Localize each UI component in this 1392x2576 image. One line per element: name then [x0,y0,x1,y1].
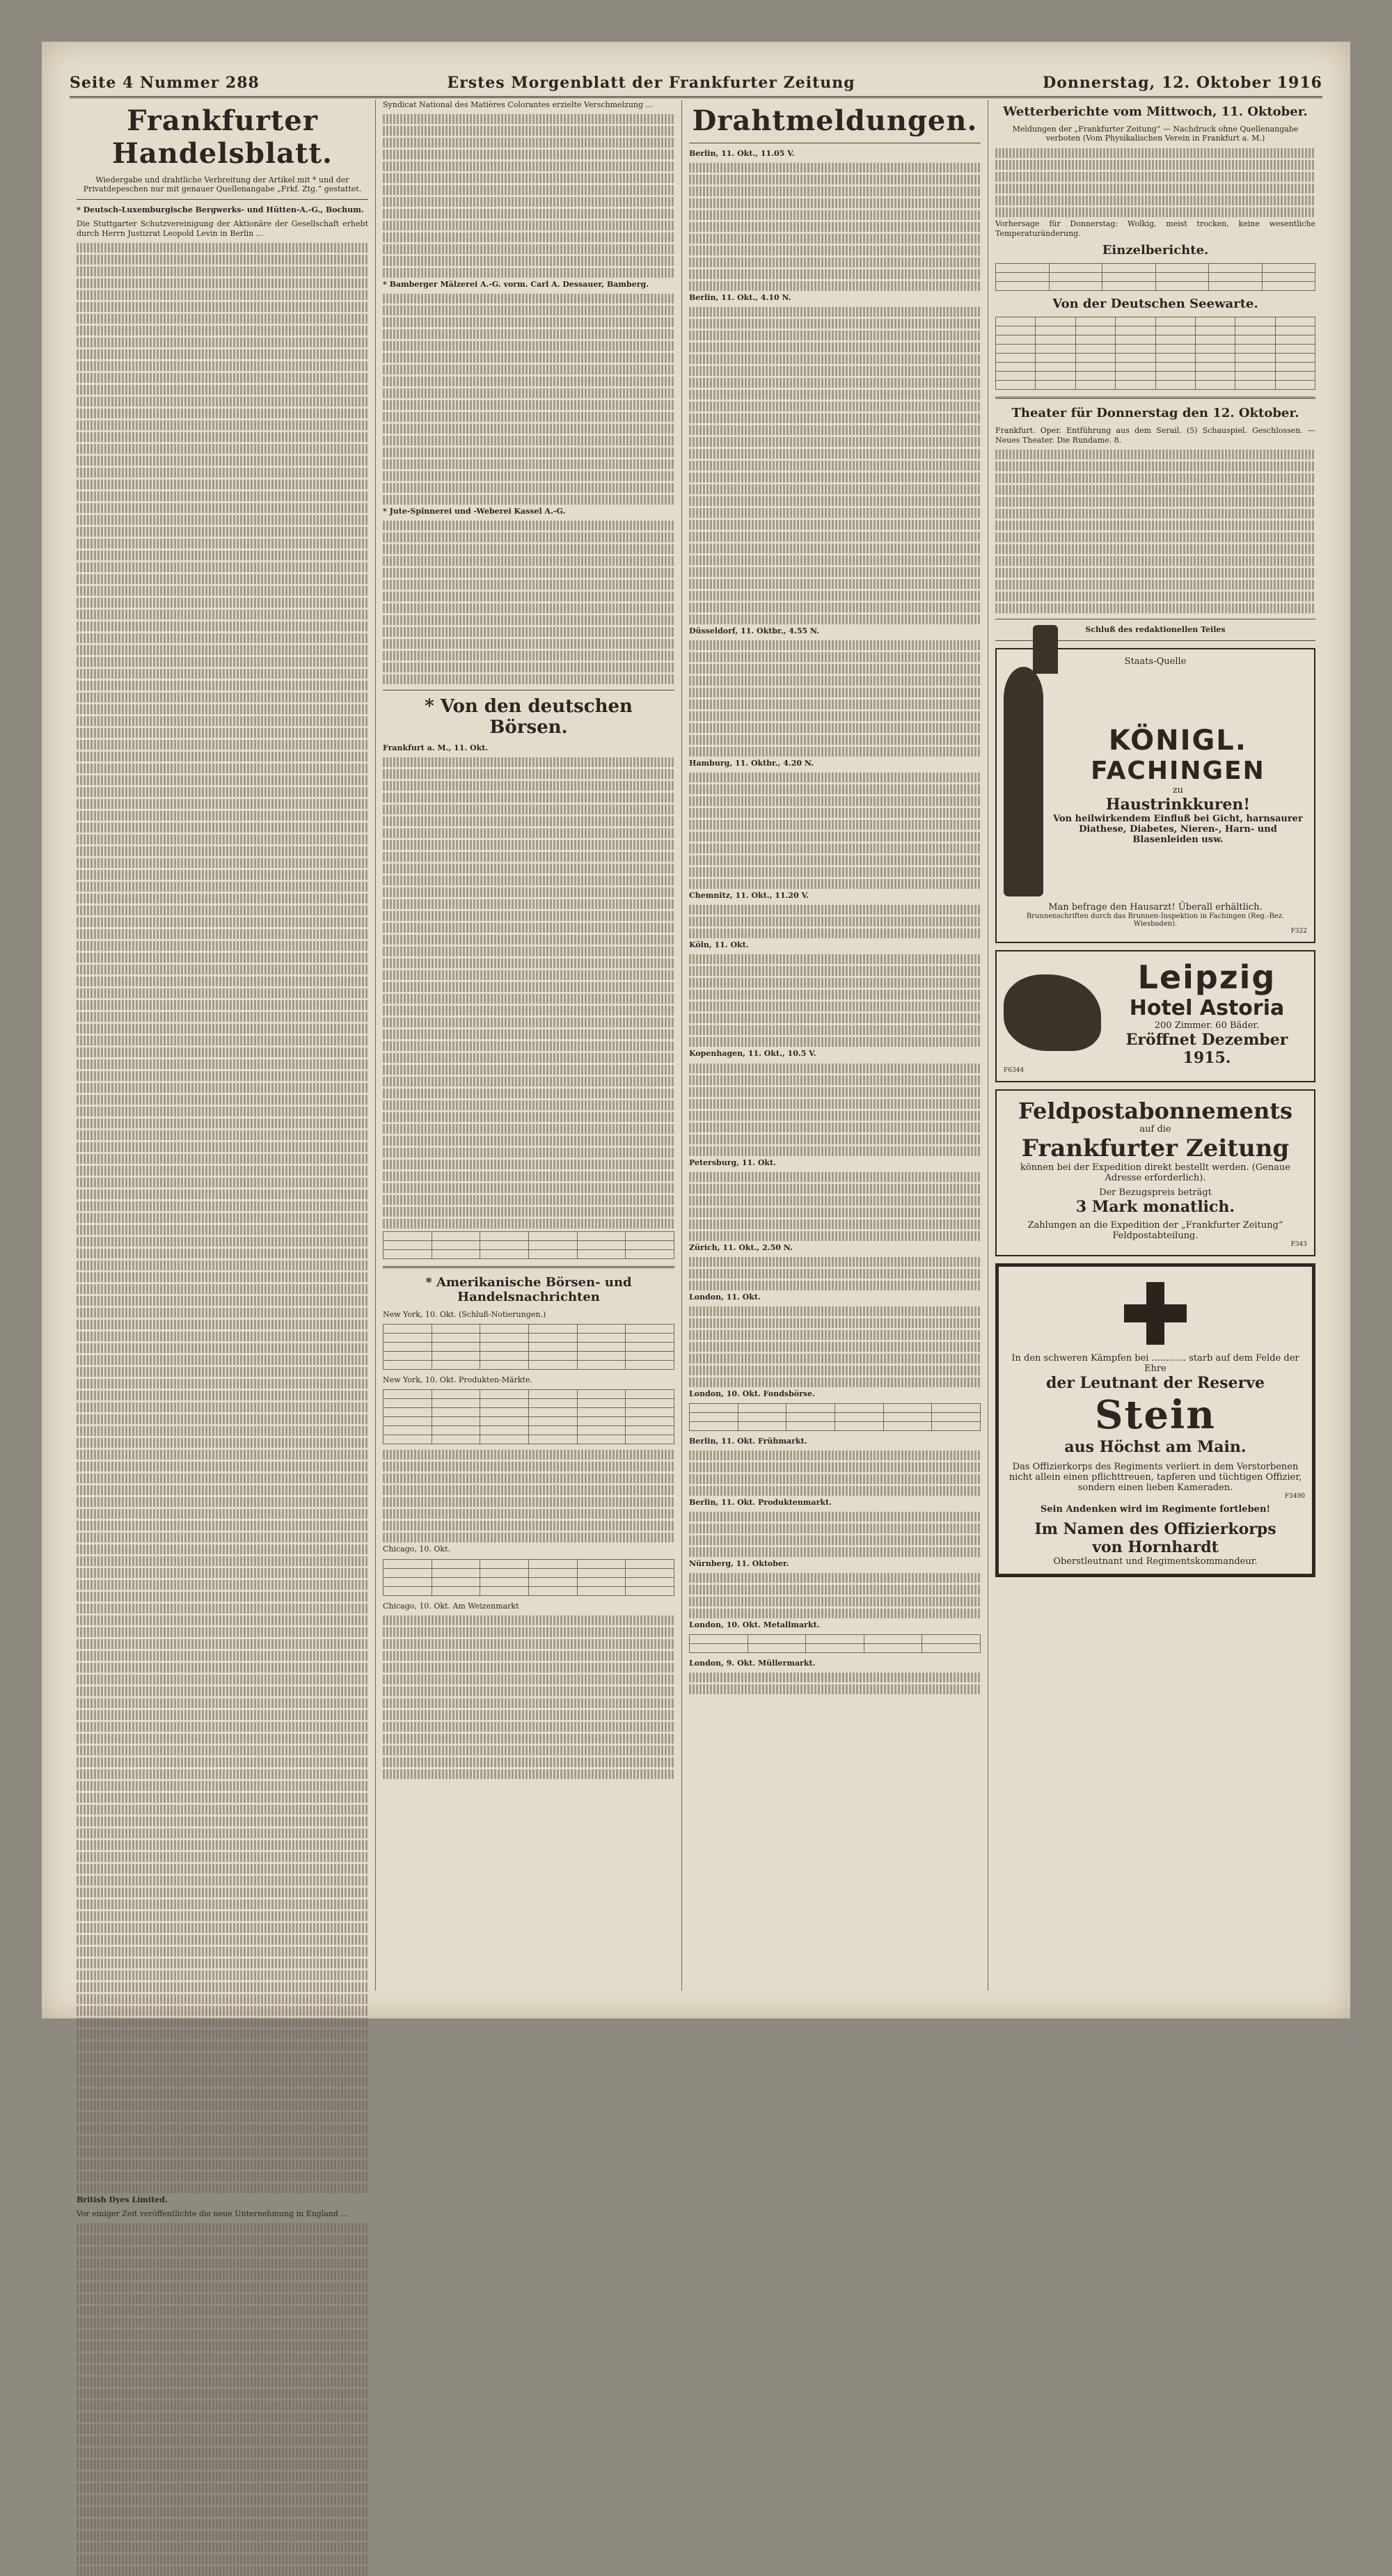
ad-code: F3490 [1284,1493,1305,1501]
dispatch-dateline: Nürnberg, 11. Oktober. [689,1559,789,1569]
dispatch-dateline: Zürich, 11. Okt., 2.50 N. [689,1242,793,1252]
paper-name: Erstes Morgenblatt der Frankfurter Zeitung [447,74,855,92]
dispatch-body [689,640,981,757]
ad-line-5: Brunnenschriften durch das Brunnen-Inspektion in Fachingen (Reg.-Bez. Wiesbaden). [1026,912,1285,929]
weather-subtitle: Meldungen der „Frankfurter Zeitung“ — Nachdruck ohne Quellenangabe verboten (Vom Physikalischen Verein in Frankfurt a. M.) [1012,125,1299,143]
ad-brand-1: KÖNIGL. [1108,724,1247,757]
article-headline: British Dyes Limited. [77,2195,168,2205]
ad-feldpost-line-4: Zahlungen an die Expedition der „Frankfurter Zeitung“ Feldpostabteilung. [1027,1220,1283,1242]
ad-code: F322 [1290,928,1307,935]
theater-body [995,450,1315,613]
weather-body [995,148,1315,217]
column-drahtmeldungen [682,100,988,1991]
price-table [383,1389,674,1444]
weather-table [995,317,1315,390]
ad-brand-2: FACHINGEN [1091,756,1265,785]
dispatch-body [689,1064,981,1156]
ad-feldpost [995,1089,1315,1256]
article-headline: * Bamberger Mälzerei A.-G. vorm. Carl A. Dessauer, Bamberg. [383,280,649,290]
goat-emblem-icon [1004,974,1101,1051]
price-table [383,1231,674,1259]
subsection-label: Chicago, 10. Okt. [383,1544,450,1554]
dispatch-dateline: Berlin, 11. Okt., 4.10 N. [689,293,791,303]
ad-hotel-astoria [995,950,1315,1082]
dispatch-dateline: London, 11. Okt. [689,1292,761,1302]
section-title: Drahtmeldungen. [692,104,978,137]
dispatch-body [689,1451,981,1496]
weather-forecast: Vorhersage für Donnerstag: Wolkig, meist trocken, keine wesentliche Temperaturänderung. [995,219,1315,239]
column-weather-and-ads [988,100,1322,1991]
ad-feldpost-paper: Frankfurter Zeitung [1021,1135,1290,1163]
ad-line-1: zu [1172,784,1184,796]
article-lead: Die Stuttgarter Schutzvereinigung der Aktionäre der Gesellschaft erhebt durch Herrn Justizrat Leopold Levin in Berlin ... [77,219,368,239]
price-table [383,1559,674,1596]
dispatch-body [689,905,981,938]
dispatch-body [689,163,981,291]
theater-listing: Frankfurt. Oper. Entführung aus dem Serail. (5) Schauspiel. Geschlossen. — Neues Theater. Die Rundame. 8. [995,426,1315,445]
dispatch-body [689,1573,981,1618]
weather-title: Wetterberichte vom Mittwoch, 11. Oktober. [1003,104,1308,119]
ad-fachingen [995,648,1315,943]
ad-code: F343 [1290,1241,1307,1249]
issue-date: Donnerstag, 12. Oktober 1916 [1043,74,1322,92]
dispatch-dateline: Köln, 11. Okt. [689,940,749,950]
dispatch-body [689,1172,981,1241]
ad-hotel-opening: Eröffnet Dezember 1915. [1125,1031,1288,1068]
ad-line-2: Haustrinkkuren! [1105,795,1251,814]
subsection-label: New York, 10. Okt. (Schluß-Notierungen.) [383,1310,546,1320]
dispatch-dateline: Berlin, 11. Okt. Produktenmarkt. [689,1497,832,1507]
article-lead: Syndicat National des Matières Colorantes erzielte Verschmelzung ... [383,100,654,109]
ad-feldpost-line-1: auf die [1139,1124,1171,1135]
article-body [383,521,674,684]
masthead [70,61,1322,98]
ad-feldpost-price: 3 Mark monatlich. [1075,1198,1235,1217]
article-body [383,757,674,1228]
bottle-icon [1004,667,1043,896]
dispatch-body [689,1512,981,1557]
dispatch-body [689,307,981,624]
divider [995,397,1315,399]
dispatch-body [689,1306,981,1387]
article-lead: Vor einiger Zeit veröffentlichte die neue Unternehmung in England ... [77,2209,349,2219]
section-subtitle: Wiedergabe und drahtliche Verbreitung der Artikel mit * und der Privatdepeschen nur mit genauer Quellenangabe „Frkf. Ztg.“ gestattet. [83,175,362,193]
article-body [383,294,674,505]
einzelberichte-title: Einzelberichte. [1102,243,1209,258]
obit-text: Das Offizierkorps des Regiments verliert in dem Verstorbenen nicht allein einen pflichttreuen, tapferen und tüchtigen Offizier, sondern einen lieben Kameraden. [1009,1462,1302,1494]
ad-line-3: Von heilwirkendem Einfluß bei Gicht, harnsaurer Diathese, Diabetes, Nieren-, Harn- und Blasenleiden usw. [1053,813,1303,845]
dispatch-dateline: Berlin, 11. Okt. Frühmarkt. [689,1436,807,1446]
dispatch-body [689,954,981,1047]
dispatch-dateline: Kopenhagen, 11. Okt., 10.5 V. [689,1049,816,1059]
dispatch-dateline: London, 10. Okt. Metallmarkt. [689,1620,820,1630]
ad-line-4: Man befrage den Hausarzt! Überall erhältlich. [1048,902,1263,913]
obit-sign-2: von Hornhardt [1092,1538,1219,1557]
dispatch-dateline: Düsseldorf, 11. Oktbr., 4.55 N. [689,626,820,636]
article-headline: * Jute-Spinnerei und -Weberei Kassel A.-G. [383,507,566,516]
article-body [77,2223,368,2576]
obit-intro: In den schweren Kämpfen bei ............ starb auf dem Felde der Ehre [1011,1353,1299,1375]
column-markets [376,100,682,1991]
obit-rank: der Leutnant der Reserve [1046,1374,1265,1393]
subsection-label: New York, 10. Okt. Produkten-Märkte. [383,1375,532,1385]
dispatch-dateline: Hamburg, 11. Oktbr., 4.20 N. [689,759,814,768]
article-body [383,1450,674,1542]
price-table [689,1403,981,1431]
ad-hotel-info: 200 Zimmer. 60 Bäder. [1154,1020,1260,1032]
dispatch-dateline: Berlin, 11. Okt., 11.05 V. [689,149,795,158]
ad-hotel-name: Hotel Astoria [1129,996,1285,1021]
price-table [383,1324,674,1370]
section-title: Frankfurter Handelsblatt. [112,104,333,170]
iron-cross-icon [1124,1282,1187,1345]
dispatch-body [689,1673,981,1694]
article-lead: Frankfurt a. M., 11. Okt. [383,743,489,753]
dispatch-dateline: London, 9. Okt. Müllermarkt. [689,1659,816,1668]
dispatch-body [689,1257,981,1290]
divider [383,1266,674,1268]
article-body [383,1615,674,1779]
article-headline: * Deutsch-Luxemburgische Bergwerks- und Hütten-A.-G., Bochum. [77,205,364,214]
obit-name: Stein [1095,1392,1216,1439]
obit-line-2: Sein Andenken wird im Regimente fortleben! [1040,1504,1271,1515]
obit-sign-3: Oberstleutnant und Regimentskommandeur. [1053,1556,1258,1567]
page-number: Seite 4 Nummer 288 [70,74,260,92]
obit-origin: aus Höchst am Main. [1064,1438,1247,1457]
subsection-label: Chicago, 10. Okt. Am Weizenmarkt [383,1601,519,1611]
dispatch-body [689,773,981,889]
obit-sign-1: Im Namen des Offizierkorps [1034,1520,1276,1539]
ad-feldpost-line-2: können bei der Expedition direkt bestellt werden. (Genaue Adresse erforderlich). [1020,1162,1291,1184]
obituary-notice [995,1263,1315,1577]
ad-city: Leipzig [1137,958,1276,997]
ad-feldpost-line-3: Der Bezugspreis beträgt [1099,1187,1212,1199]
section-title: * Amerikanische Börsen- und Handelsnachrichten [425,1275,632,1305]
seewarte-title: Von der Deutschen Seewarte. [1052,297,1258,312]
weather-table [995,263,1315,291]
section-title: * Von den deutschen Börsen. [425,696,633,738]
ad-kicker: Staats-Quelle [1124,656,1187,667]
dispatch-dateline: Petersburg, 11. Okt. [689,1157,776,1167]
dispatch-dateline: London, 10. Okt. Fondsbörse. [689,1389,815,1398]
article-body [77,243,368,2193]
newspaper-page [42,42,1350,2219]
editorial-end-note: Schluß des redaktionellen Teiles [1085,625,1226,635]
divider [77,199,368,200]
column-handelsblatt [70,100,376,2219]
ad-feldpost-title: Feldpostabonnements [1018,1098,1292,1125]
ad-code: F6344 [1004,1067,1025,1075]
article-body [383,114,674,278]
price-table [689,1634,981,1653]
dispatch-dateline: Chemnitz, 11. Okt., 11.20 V. [689,891,809,901]
theater-title: Theater für Donnerstag den 12. Oktober. [1011,406,1299,421]
